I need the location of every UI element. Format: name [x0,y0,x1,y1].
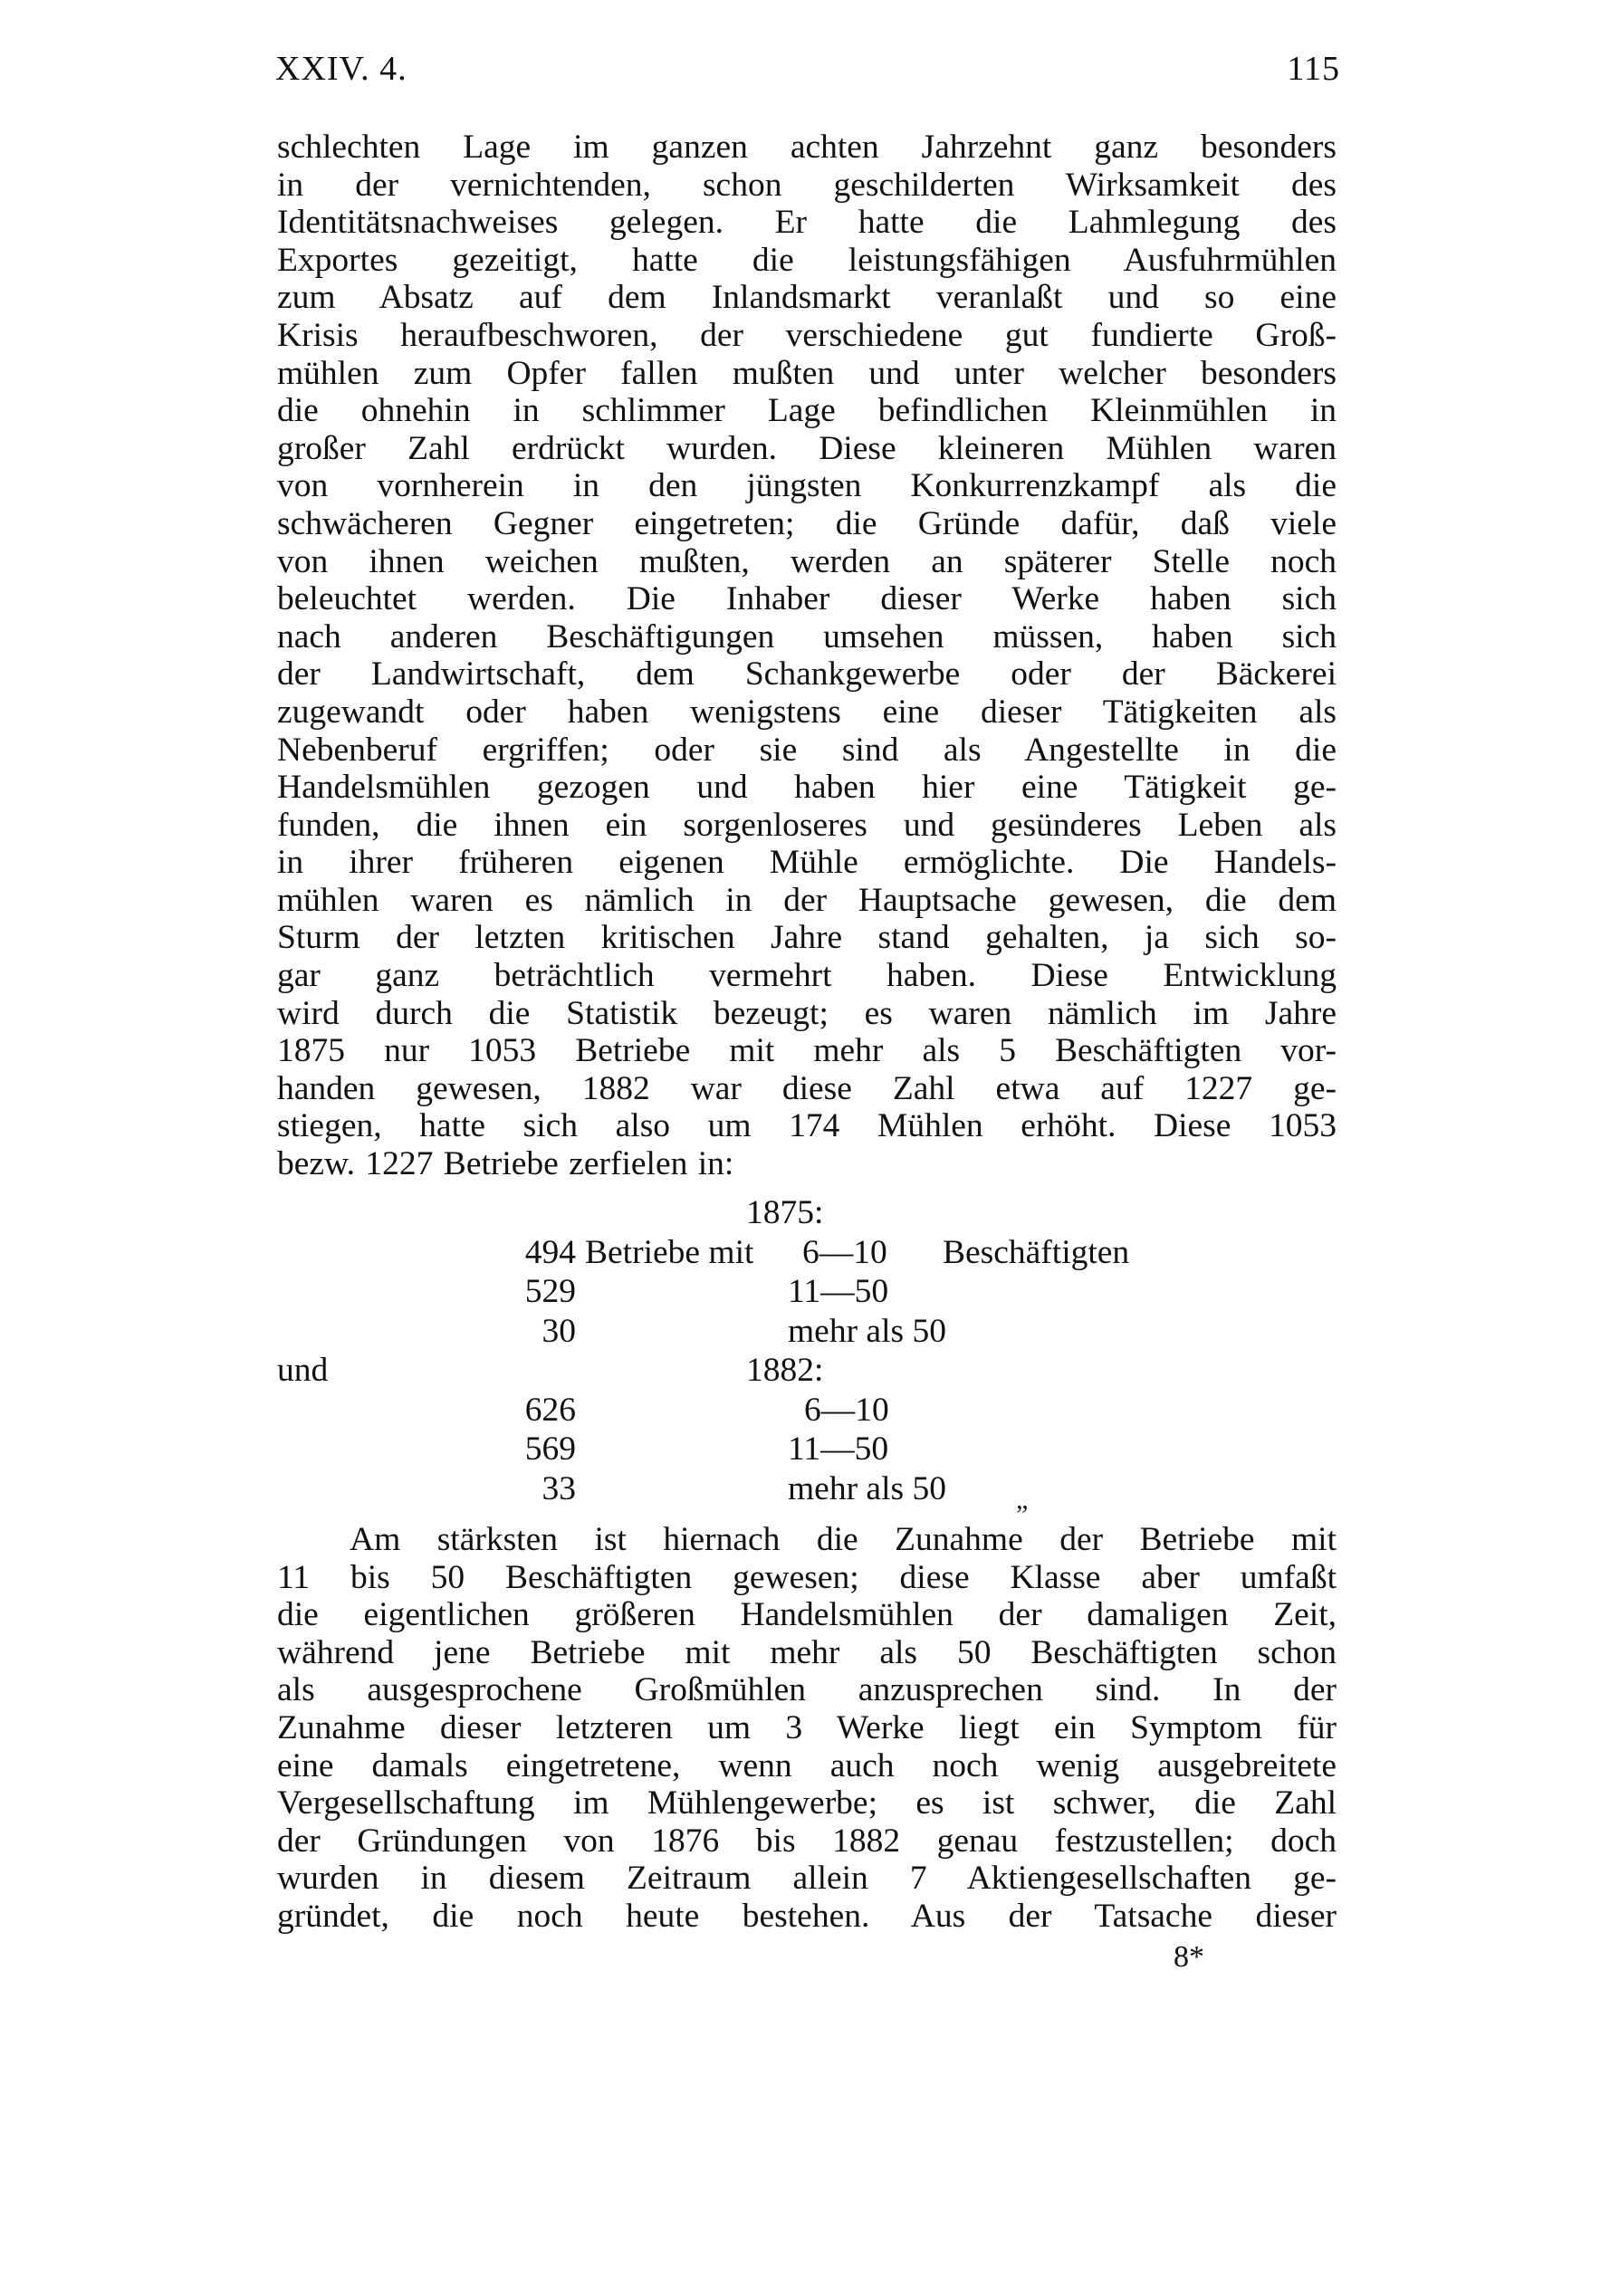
connector-word: und [277,1352,329,1389]
middle-label: Betriebe mit [585,1233,754,1271]
text-line: von ihnen weichen mußten, werden an späterer Stelle noch [277,542,1337,580]
text-line: Sturm der letzten kritischen Jahre stand gehalten, ja sich so- [277,919,1337,957]
count-cell: 30 [541,1312,576,1350]
text-line: Krisis heraufbeschworen, der verschiedene gut fundierte Groß- [277,316,1337,354]
text-line: 11 bis 50 Beschäftigten gewesen; diese Klasse aber umfaßt [277,1558,1337,1596]
text-line: als ausgesprochene Großmühlen anzusprechen sind. In der [277,1671,1337,1709]
text-line: bezw. 1227 Betriebe zerfielen in: [277,1145,734,1183]
unit-label: Beschäftigten [943,1233,1130,1271]
text-line: schwächeren Gegner eingetreten; die Gründe dafür, daß viele [277,504,1337,542]
text-line: Nebenberuf ergriffen; oder sie sind als Angestellte in die [277,731,1337,769]
text-line: wird durch die Statistik bezeugt; es waren nämlich im Jahre [277,994,1337,1032]
text-line: Zunahme dieser letzteren um 3 Werke liegt ein Symptom für [277,1708,1337,1746]
table-row [277,1272,1337,1312]
text-line: handen gewesen, 1882 war diese Zahl etwa auf 1227 ge- [277,1069,1337,1107]
signature-mark: 8* [1174,1940,1204,1974]
text-line: mühlen waren es nämlich in der Hauptsache gewesen, die dem [277,881,1337,919]
text-line: Am stärksten ist hiernach die Zunahme der Betriebe mit [350,1521,1337,1558]
range-cell: 6—10 [802,1233,887,1271]
text-line: in der vernichtenden, schon geschilderten Wirksamkeit des [277,166,1337,204]
count-cell: 569 [524,1430,576,1468]
year-heading-1882: 1882: [746,1352,824,1389]
text-line: zugewandt oder haben wenigstens eine dieser Tätigkeiten als [277,693,1337,731]
text-line: der Landwirtschaft, dem Schankgewerbe oder der Bäckerei [277,655,1337,694]
text-line: zum Absatz auf dem Inlandsmarkt veranlaßt und so eine [277,279,1337,317]
table-row [277,1233,1337,1273]
year-heading-row [277,1193,1337,1233]
text-line: von vornherein in den jüngsten Konkurrenzkampf als die [277,467,1337,505]
text-line: Identitätsnachweises gelegen. Er hatte die Lahmlegung des [277,204,1337,242]
year-heading-row [277,1351,1337,1391]
count-cell: 529 [524,1273,576,1310]
range-cell: 6—10 [804,1391,889,1429]
range-cell: mehr als 50 [788,1312,946,1350]
range-cell: 11—50 [788,1430,889,1468]
range-cell: 11—50 [788,1273,889,1310]
text-line: während jene Betriebe mit mehr als 50 Beschäftigten schon [277,1633,1337,1671]
ditto-mark: „ [1016,1484,1029,1515]
text-line: die ohnehin in schlimmer Lage befindlichen Kleinmühlen in [277,392,1337,430]
text-line: gar ganz beträchtlich vermehrt haben. Diese Entwicklung [277,957,1337,995]
text-line: Vergesellschaftung im Mühlengewerbe; es ist schwer, die Zahl [277,1784,1337,1822]
text-line: gründet, die noch heute bestehen. Aus der Tatsache dieser [277,1897,1337,1935]
text-line: der Gründungen von 1876 bis 1882 genau festzustellen; doch [277,1822,1337,1860]
table-row [277,1430,1337,1469]
count-cell: 626 [524,1391,576,1429]
text-line: beleuchtet werden. Die Inhaber dieser Werke haben sich [277,580,1337,618]
text-line: schlechten Lage im ganzen achten Jahrzehnt ganz besonders [277,129,1337,166]
count-cell: 494 [524,1233,576,1271]
page-number: 115 [1287,50,1340,88]
statistics-table [277,1193,1337,1515]
text-line: Exportes gezeitigt, hatte die leistungsfähigen Ausfuhrmühlen [277,241,1337,279]
text-line: wurden in diesem Zeitraum allein 7 Aktiengesellschaften ge- [277,1860,1337,1898]
text-line: eine damals eingetretene, wenn auch noch wenig ausgebreitete [277,1746,1337,1784]
year-heading-1875: 1875: [746,1194,824,1231]
text-line: nach anderen Beschäftigungen umsehen müssen, haben sich [277,617,1337,655]
text-line: funden, die ihnen ein sorgenloseres und gesünderes Leben als [277,806,1337,844]
table-row [277,1469,1337,1515]
count-cell: 33 [541,1469,576,1507]
text-line: mühlen zum Opfer fallen mußten und unter welcher besonders [277,354,1337,392]
running-head [275,47,1340,91]
text-line: stiegen, hatte sich also um 174 Mühlen erhöht. Diese 1053 [277,1107,1337,1145]
text-line: großer Zahl erdrückt wurden. Diese kleineren Mühlen waren [277,429,1337,467]
table-row [277,1312,1337,1352]
table-row [277,1391,1337,1430]
paragraph-1 [277,129,1337,1183]
section-number: XXIV. 4. [275,50,407,88]
text-line: die eigentlichen größeren Handelsmühlen der damaligen Zeit, [277,1596,1337,1634]
text-line: 1875 nur 1053 Betriebe mit mehr als 5 Beschäftigten vor- [277,1032,1337,1070]
text-line: in ihrer früheren eigenen Mühle ermöglichte. Die Handels- [277,844,1337,882]
text-line: Handelsmühlen gezogen und haben hier eine Tätigkeit ge- [277,769,1337,807]
paragraph-2 [277,1521,1337,1936]
range-cell: mehr als 50 [788,1469,946,1507]
